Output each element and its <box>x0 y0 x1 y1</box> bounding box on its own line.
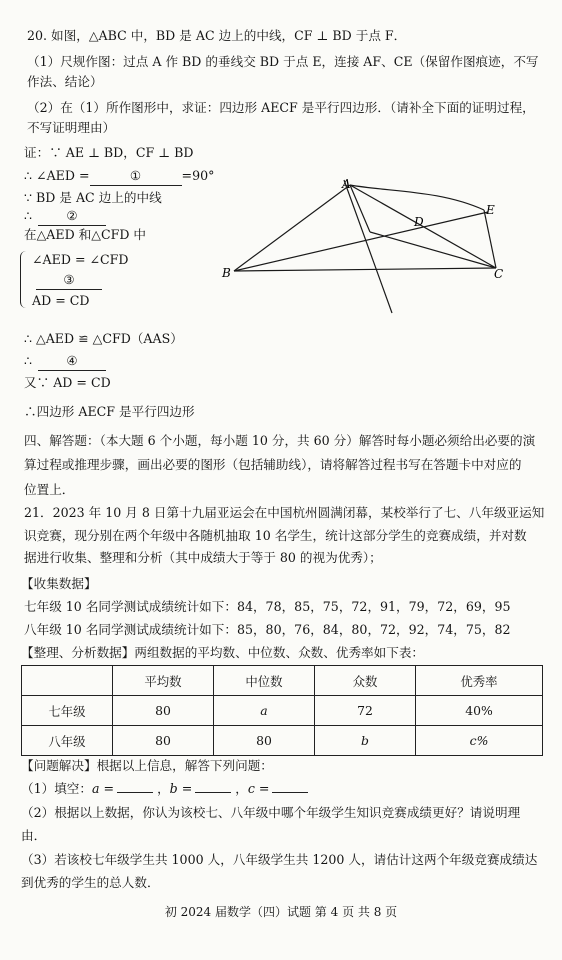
blank-a <box>117 792 153 793</box>
therefore-symbol: ∴ <box>24 208 33 223</box>
table-header-cell: 优秀率 <box>416 666 543 696</box>
q20-part1-line2: 作法、结论） <box>27 74 103 89</box>
stats-table <box>21 665 543 756</box>
proof-angle-suffix: =90° <box>181 168 215 183</box>
table-cell: 80 <box>113 726 214 756</box>
fill-a-label: a = <box>91 781 115 796</box>
table-cell: 八年级 <box>22 726 113 756</box>
q20-part2-line2: 不写证明理由） <box>27 120 116 135</box>
segment-ec <box>484 210 496 268</box>
table-header-cell: 中位数 <box>214 666 315 696</box>
system-line-3: AD = CD <box>32 293 90 308</box>
analyze-heading: 【整理、分析数据】两组数据的平均数、中位数、众数、优秀率如下表： <box>21 645 424 660</box>
segment-fc <box>370 232 496 268</box>
sub2-line1: （2）根据以上数据，你认为该校七、八年级中哪个年级学生知识竞赛成绩更好？请说明理 <box>21 805 521 820</box>
fill-prefix: （1）填空： <box>21 781 92 796</box>
q21-line1: 21．2023 年 10 月 8 日第十九届亚运会在中国杭州圆满闭幕，某校举行了七、八年级亚运知 <box>24 505 545 520</box>
q20-stem: 20. 如图，△ABC 中，BD 是 AC 边上的中线，CF ⊥ BD 于点 F． <box>27 28 407 43</box>
blank-2: ② <box>38 207 106 226</box>
table-row <box>22 726 543 756</box>
table-header-cell <box>22 666 113 696</box>
label-d: D <box>414 215 424 229</box>
fill-b-label: b = <box>169 781 193 796</box>
blank-3: ③ <box>36 271 102 290</box>
table-cell: 80 <box>214 726 315 756</box>
sub3-line2: 到优秀的学生的总人数． <box>21 875 160 890</box>
table-cell: 40% <box>416 696 543 726</box>
label-c: C <box>494 267 504 281</box>
blank-b <box>195 792 231 793</box>
table-header-row <box>22 666 543 696</box>
table-header-cell: 众数 <box>315 666 416 696</box>
blank-c <box>272 792 308 793</box>
sub3-line1: （3）若该校七年级学生共 1000 人，八年级学生共 1200 人，请估计这两个年级竞赛成绩达 <box>21 852 538 867</box>
proof-line-conclusion: ∴四边形 AECF 是平行四边形 <box>24 404 195 419</box>
table-cell: 七年级 <box>22 696 113 726</box>
proof-line-blank2 <box>24 207 106 226</box>
label-a: A <box>342 177 351 191</box>
system-line-2 <box>32 271 102 290</box>
fill-in-line: （1）填空：a = ，b = ，c = <box>21 780 308 798</box>
therefore-symbol: ∴ <box>24 353 33 368</box>
proof-line-congruent: ∴ △AED ≌ △CFD（AAS） <box>24 331 183 346</box>
proof-line-median: ∵ BD 是 AC 边上的中线 <box>24 190 162 205</box>
blank-1: ① <box>90 167 182 186</box>
proof-line-ad-cd: 又∵ AD = CD <box>24 375 111 390</box>
segment-bc <box>234 268 496 271</box>
grade7-scores: 七年级 10 名同学测试成绩统计如下：84，78，85，75，72，91，79，72，69，95 <box>24 599 511 614</box>
q20-part1-line1: （1）尺规作图：过点 A 作 BD 的垂线交 BD 于点 E，连接 AF、CE（保留作图痕迹，不写 <box>27 54 539 69</box>
segment-ae <box>350 185 484 210</box>
grade8-scores: 八年级 10 名同学测试成绩统计如下：85，80，76，84，80，72，92，74，75，82 <box>24 622 511 637</box>
page-footer: 初 2024 届数学（四）试题 第 4 页 共 8 页 <box>164 905 398 919</box>
section4-line2: 算过程或推理步骤，画出必要的图形（包括辅助线），请将解答过程书写在答题卡中对应的 <box>24 457 522 472</box>
table-row <box>22 696 543 726</box>
table-cell: b <box>315 726 416 756</box>
geometry-figure <box>220 170 520 320</box>
system-line-1: ∠AED = ∠CFD <box>32 252 129 267</box>
q20-part2-line1: （2）在（1）所作图形中，求证：四边形 AECF 是平行四边形．（请补全下面的证明过程， <box>27 100 535 115</box>
proof-line-blank4 <box>24 352 106 371</box>
label-b: B <box>222 266 231 280</box>
proof-angle-prefix: ∴ ∠AED = <box>24 168 90 183</box>
perpendicular-line <box>344 180 392 313</box>
proof-line-angle <box>24 167 214 186</box>
table-cell: 80 <box>113 696 214 726</box>
collect-heading: 【收集数据】 <box>21 576 97 591</box>
section4-line1: 四、解答题：（本大题 6 个小题，每小题 10 分，共 60 分）解答时每小题必须给出必要的演 <box>24 433 536 448</box>
table-header-cell: 平均数 <box>113 666 214 696</box>
system-brace <box>20 251 29 308</box>
proof-line-triangles: 在△AED 和△CFD 中 <box>24 227 147 242</box>
section4-line3: 位置上． <box>24 482 75 497</box>
solve-heading: 【问题解决】根据以上信息，解答下列问题： <box>21 758 273 773</box>
table-cell: 72 <box>315 696 416 726</box>
sub2-line2: 由． <box>21 828 47 843</box>
q21-line2: 识竞赛，现分别在两个年级中各随机抽取 10 名学生，统计这部分学生的竞赛成绩，并对数 <box>24 528 527 543</box>
table-cell: a <box>214 696 315 726</box>
blank-4: ④ <box>38 352 106 371</box>
label-e: E <box>486 203 495 217</box>
q21-line3: 据进行收集、整理和分析（其中成绩大于等于 80 的视为优秀）； <box>24 550 382 565</box>
proof-line-given: 证：∵ AE ⊥ BD，CF ⊥ BD <box>24 145 194 160</box>
fill-c-label: c = <box>247 781 270 796</box>
table-cell: c% <box>416 726 543 756</box>
